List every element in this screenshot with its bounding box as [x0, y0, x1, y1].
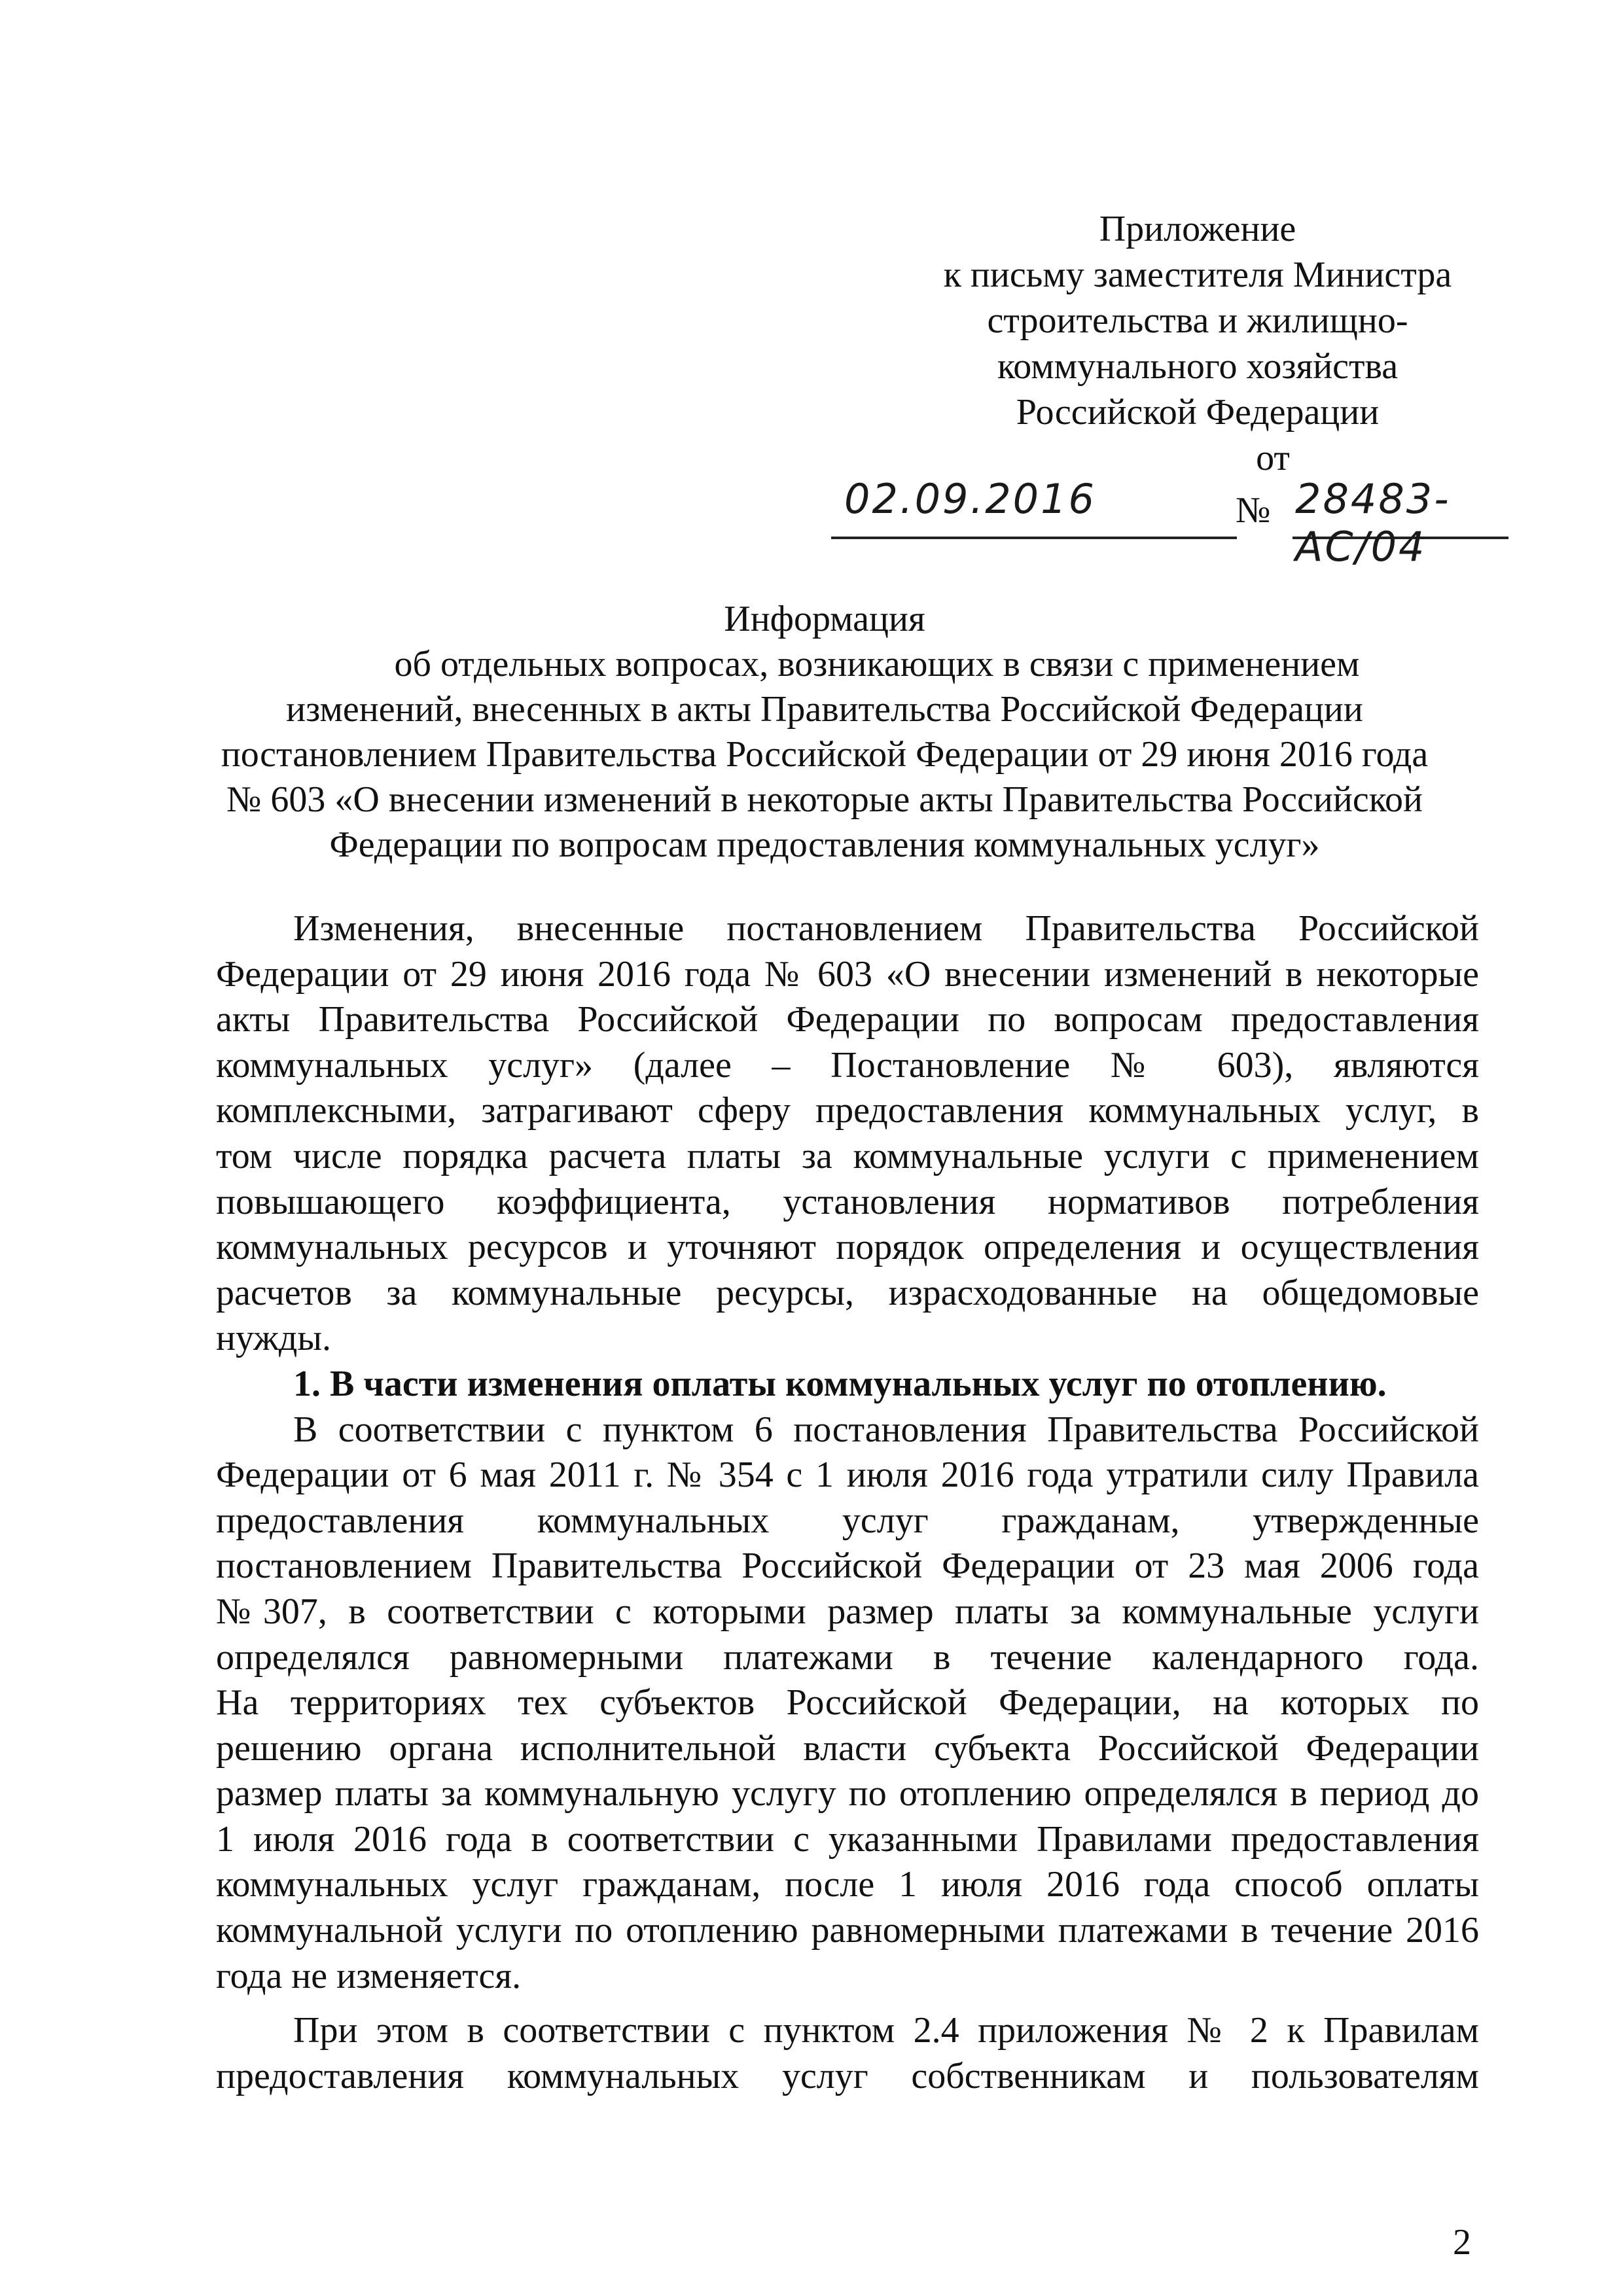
document-title	[170, 597, 1479, 868]
body-line: акты Правительства Российской Федерации по вопросам предоставления	[216, 999, 1479, 1040]
title-line: Федерации по вопросам предоставления коммунальных услуг»	[329, 824, 1320, 865]
body-line: При этом в соответствии с пунктом 2.4 приложения № 2 к Правилам	[293, 2010, 1479, 2051]
number-field	[1293, 471, 1508, 571]
body-line: №307, в соответствии с которыми размер платы за коммунальные услуги	[216, 1591, 1479, 1632]
appendix-line: от	[1256, 438, 1290, 478]
body-line: предоставления коммунальных услуг собственникам и пользователям	[216, 2055, 1479, 2096]
page-number: 2	[1453, 2222, 1471, 2263]
date-field	[831, 471, 1237, 539]
body-line: том числе порядка расчета платы за коммунальные услуги с применением	[216, 1135, 1479, 1176]
appendix-line: строительства и жилищно-	[987, 300, 1408, 341]
body-line: предоставления коммунальных услуг гражданам, утвержденные	[216, 1500, 1479, 1541]
section-heading: 1. В части изменения оплаты коммунальных услуг по отоплению.	[293, 1363, 1387, 1404]
body-line: года не изменяется.	[216, 1955, 522, 1996]
body-line: постановлением Правительства Российской Федерации от 23 мая 2006 года	[216, 1545, 1479, 1587]
body-line: На территориях тех субъектов Российской Федерации, на которых по	[216, 1682, 1479, 1723]
appendix-line: Российской Федерации	[1016, 392, 1380, 433]
body-line: размер платы за коммунальную услугу по отоплению определялся в период до	[216, 1773, 1479, 1814]
title-line: Информация	[724, 599, 925, 639]
paragraph-1	[216, 906, 1479, 1362]
body-line: повышающего коэффициента, установления нормативов потребления	[216, 1181, 1479, 1222]
body-line: Федерации от 6 мая 2011 г. № 354 с 1 июля 2016 года утратили силу Правила	[216, 1455, 1479, 1496]
appendix-line: Приложение	[1099, 209, 1296, 249]
appendix-header	[903, 206, 1492, 481]
appendix-line: коммунального хозяйства	[997, 346, 1399, 387]
body-line: 1 июля 2016 года в соответствии с указанными Правилами предоставления	[216, 1818, 1479, 1860]
body-line: коммунальных ресурсов и уточняют порядок определения и осуществления	[216, 1227, 1479, 1268]
title-line: об отдельных вопросах, возникающих в связи с применением	[394, 644, 1360, 684]
body-line: комплексными, затрагивают сферу предоставления коммунальных услуг, в	[216, 1090, 1479, 1131]
appendix-line: к письму заместителя Министра	[943, 255, 1452, 295]
body-line: определялся равномерными платежами в течение календарного года.	[216, 1636, 1479, 1678]
number-label: №	[1236, 490, 1271, 531]
body-line: В соответствии с пунктом 6 постановления Правительства Российской	[293, 1409, 1479, 1450]
paragraph-2	[216, 1407, 1479, 2000]
paragraph-3	[216, 2008, 1479, 2099]
title-line: № 603 «О внесении изменений в некоторые акты Правительства Российской	[226, 779, 1423, 820]
title-line: постановлением Правительства Российской Федерации от 29 июня 2016 года	[221, 734, 1429, 775]
handwritten-number: 28483-АС/04	[1295, 475, 1451, 571]
body-line: нужды.	[216, 1318, 332, 1359]
body-line: расчетов за коммунальные ресурсы, израсходованные на общедомовые	[216, 1272, 1479, 1313]
handwritten-date: 02.09.2016	[844, 475, 1096, 523]
document-body	[216, 906, 1479, 2099]
body-line: Изменения, внесенные постановлением Правительства Российской	[293, 908, 1479, 949]
body-line: Федерации от 29 июня 2016 года № 603 «О внесении изменений в некоторые	[216, 953, 1479, 995]
title-line: изменений, внесенных в акты Правительства Российской Федерации	[286, 689, 1363, 730]
body-line: коммунальных услуг» (далее – Постановление № 603), являются	[216, 1044, 1479, 1086]
body-line: решению органа исполнительной власти субъекта Российской Федерации	[216, 1727, 1479, 1769]
body-line: коммунальной услуги по отоплению равномерными платежами в течение 2016	[216, 1910, 1479, 1951]
body-line: коммунальных услуг гражданам, после 1 июля 2016 года способ оплаты	[216, 1864, 1479, 1905]
